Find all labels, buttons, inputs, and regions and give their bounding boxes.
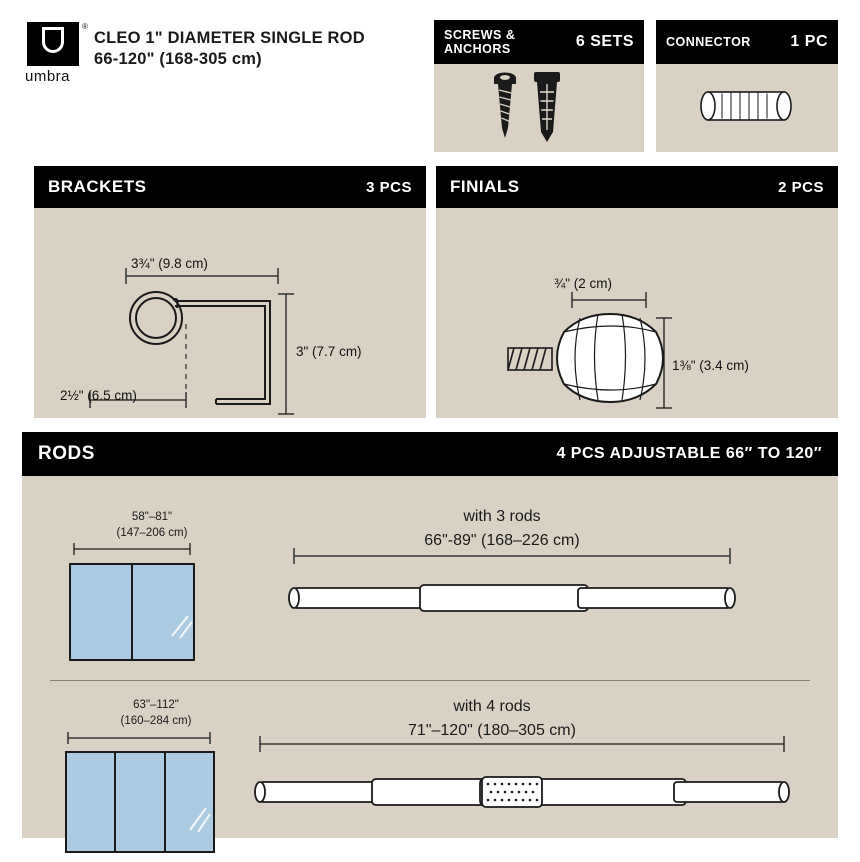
finials-panel-title: FINIALS	[450, 177, 520, 196]
rod-2-caption: with 4 rods	[453, 698, 531, 715]
finial-height-label: 1⅜" (3.4 cm)	[672, 358, 749, 373]
bracket-depth-label: 2½" (6.5 cm)	[60, 388, 137, 403]
rods-panel-title: RODS	[38, 443, 95, 464]
registered-mark: ®	[82, 22, 88, 31]
connector-panel-header	[656, 20, 838, 64]
finial-diagram	[436, 208, 838, 418]
window-3-pane-icon	[66, 752, 214, 852]
bracket-height-label: 3" (7.7 cm)	[296, 344, 362, 359]
bracket-width-label: 3¾" (9.8 cm)	[131, 256, 208, 271]
window-2-size-label: 63"–112" (160–284 cm)	[120, 699, 192, 727]
product-size: 66-120" (168-305 cm)	[94, 50, 262, 68]
anchor-icon	[534, 72, 560, 142]
connector-band-icon	[482, 777, 542, 807]
window-2-pane-icon	[70, 564, 194, 660]
screws-anchors-panel	[434, 20, 644, 152]
finials-panel	[436, 166, 838, 418]
rods-panel-header	[22, 432, 838, 476]
screws-panel-header	[434, 20, 644, 64]
brand-block	[22, 20, 422, 90]
rods-panel-qty: 4 PCS ADJUSTABLE 66″ TO 120″	[556, 445, 822, 462]
rod-3-segment-diagram	[22, 476, 838, 676]
brackets-panel	[34, 166, 426, 418]
screws-panel-body	[434, 64, 644, 152]
screws-panel-title: SCREWS & ANCHORS	[444, 27, 516, 56]
connector-panel-title: CONNECTOR	[666, 35, 751, 49]
finial-width-label: ¾" (2 cm)	[554, 276, 613, 291]
connector-icon	[656, 64, 838, 152]
rods-panel	[22, 432, 838, 838]
brand-wordmark: umbra	[25, 68, 71, 85]
rod-1-caption: with 3 rods	[463, 508, 541, 525]
connector-panel-qty: 1 PC	[790, 33, 828, 50]
rod-2-dimension: 71"–120" (180–305 cm)	[408, 722, 576, 739]
page-title: CLEO 1" DIAMETER SINGLE ROD	[94, 29, 365, 47]
finials-panel-header	[436, 166, 838, 208]
screw-icon	[494, 73, 516, 139]
rod-4-segment-diagram	[22, 672, 838, 862]
brackets-panel-title: BRACKETS	[48, 177, 147, 196]
connector-panel-body	[656, 64, 838, 152]
bracket-diagram	[34, 208, 426, 418]
finials-panel-qty: 2 PCS	[778, 178, 824, 196]
brackets-panel-qty: 3 PCS	[366, 178, 412, 196]
window-1-size-label: 58"–81" (147–206 cm)	[116, 511, 188, 539]
connector-panel	[656, 20, 838, 152]
umbra-u-icon	[27, 22, 79, 66]
screws-panel-qty: 6 SETS	[575, 33, 634, 50]
rod-1-dimension: 66"-89" (168–226 cm)	[424, 532, 580, 549]
brackets-panel-header	[34, 166, 426, 208]
